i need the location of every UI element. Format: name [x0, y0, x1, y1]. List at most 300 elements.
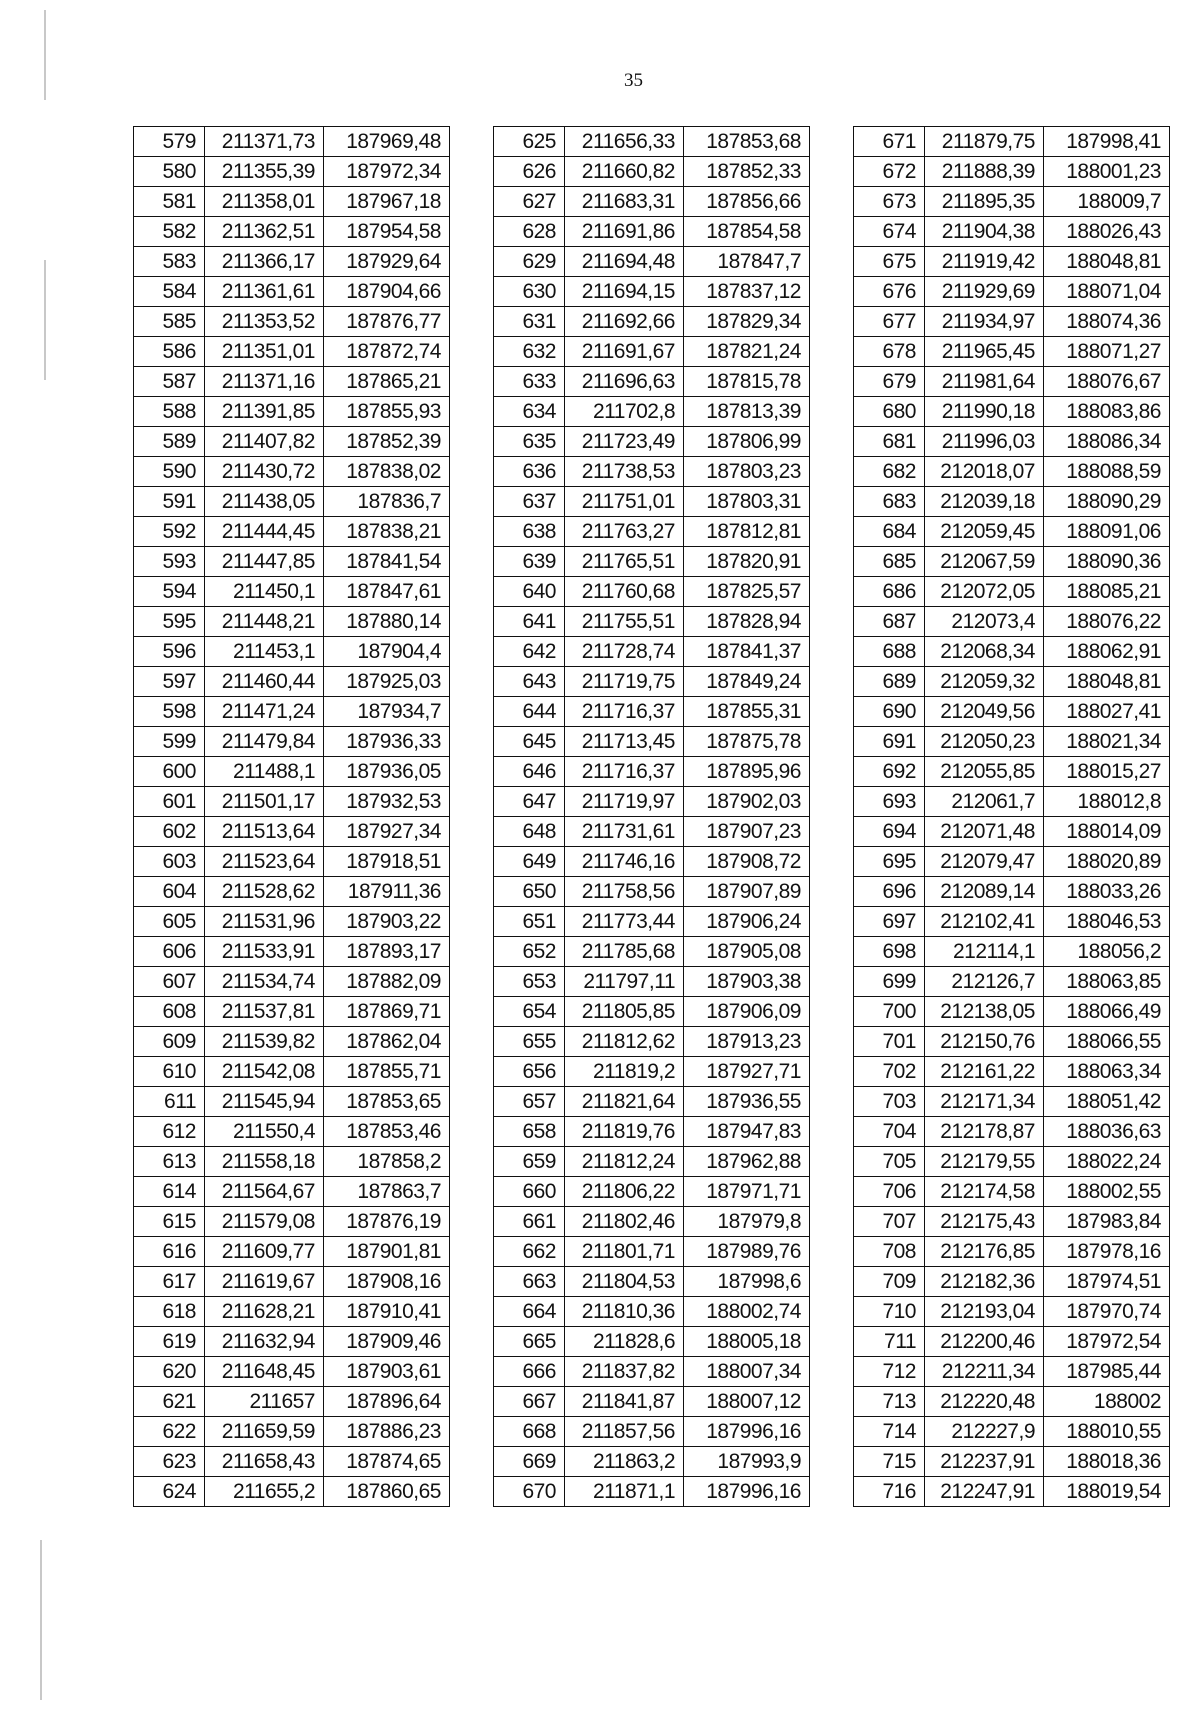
coordinate-y-cell: 187998,6 — [684, 1267, 810, 1297]
table-row — [494, 607, 810, 637]
coordinate-x-cell: 211353,52 — [205, 307, 324, 337]
table-row — [854, 577, 1170, 607]
table-row — [134, 967, 450, 997]
table-row — [134, 307, 450, 337]
coordinate-y-cell: 188063,34 — [1044, 1057, 1170, 1087]
table-row — [854, 997, 1170, 1027]
table-row — [134, 697, 450, 727]
scan-edge-mark — [44, 260, 46, 380]
table-row — [854, 697, 1170, 727]
point-number-cell: 687 — [854, 607, 925, 637]
coordinate-y-cell: 187836,7 — [324, 487, 450, 517]
coordinate-y-cell: 187854,58 — [684, 217, 810, 247]
coordinate-y-cell: 187906,09 — [684, 997, 810, 1027]
table-row — [854, 337, 1170, 367]
coordinate-y-cell: 187829,34 — [684, 307, 810, 337]
table-row — [494, 787, 810, 817]
table-row — [494, 517, 810, 547]
coordinate-y-cell: 188063,85 — [1044, 967, 1170, 997]
table-row — [494, 667, 810, 697]
table-row — [854, 487, 1170, 517]
coordinate-x-cell: 212227,9 — [925, 1417, 1044, 1447]
coordinate-y-cell: 188088,59 — [1044, 457, 1170, 487]
point-number-cell: 608 — [134, 997, 205, 1027]
coordinate-x-cell: 211658,43 — [205, 1447, 324, 1477]
point-number-cell: 617 — [134, 1267, 205, 1297]
coordinate-y-cell: 188015,27 — [1044, 757, 1170, 787]
table-row — [134, 547, 450, 577]
point-number-cell: 631 — [494, 307, 565, 337]
coordinate-x-cell: 211696,63 — [565, 367, 684, 397]
table-row — [854, 1447, 1170, 1477]
coordinate-y-cell: 187918,51 — [324, 847, 450, 877]
coordinate-y-cell: 188018,36 — [1044, 1447, 1170, 1477]
coordinate-x-cell: 212171,34 — [925, 1087, 1044, 1117]
coordinate-y-cell: 187927,71 — [684, 1057, 810, 1087]
page-number: 35 — [624, 70, 643, 91]
point-number-cell: 587 — [134, 367, 205, 397]
coordinate-x-cell: 211773,44 — [565, 907, 684, 937]
table-row — [494, 997, 810, 1027]
coordinate-x-cell: 212089,14 — [925, 877, 1044, 907]
table-row — [854, 847, 1170, 877]
table-row — [494, 247, 810, 277]
coordinate-x-cell: 212126,7 — [925, 967, 1044, 997]
coordinate-x-cell: 211812,24 — [565, 1147, 684, 1177]
coordinate-x-cell: 211366,17 — [205, 247, 324, 277]
coordinate-x-cell: 211691,67 — [565, 337, 684, 367]
table-row — [494, 127, 810, 157]
table-row — [134, 367, 450, 397]
table-row — [854, 127, 1170, 157]
table-row — [494, 1477, 810, 1507]
coordinate-y-cell: 187998,41 — [1044, 127, 1170, 157]
point-number-cell: 629 — [494, 247, 565, 277]
point-number-cell: 658 — [494, 1117, 565, 1147]
coordinate-y-cell: 187929,64 — [324, 247, 450, 277]
coordinate-y-cell: 187821,24 — [684, 337, 810, 367]
coordinate-x-cell: 211371,16 — [205, 367, 324, 397]
coordinate-y-cell: 187910,41 — [324, 1297, 450, 1327]
point-number-cell: 625 — [494, 127, 565, 157]
coordinate-x-cell: 211965,45 — [925, 337, 1044, 367]
table-row — [854, 457, 1170, 487]
coordinate-x-cell: 212220,48 — [925, 1387, 1044, 1417]
point-number-cell: 588 — [134, 397, 205, 427]
coordinate-y-cell: 188090,29 — [1044, 487, 1170, 517]
table-row — [854, 727, 1170, 757]
point-number-cell: 680 — [854, 397, 925, 427]
table-row — [134, 847, 450, 877]
point-number-cell: 581 — [134, 187, 205, 217]
coordinate-x-cell: 211719,97 — [565, 787, 684, 817]
coordinate-y-cell: 187906,24 — [684, 907, 810, 937]
point-number-cell: 620 — [134, 1357, 205, 1387]
point-number-cell: 657 — [494, 1087, 565, 1117]
coordinate-x-cell: 212114,1 — [925, 937, 1044, 967]
coordinate-x-cell: 211619,67 — [205, 1267, 324, 1297]
table-row — [494, 1207, 810, 1237]
table-row — [134, 1297, 450, 1327]
coordinate-x-cell: 211450,1 — [205, 577, 324, 607]
coordinate-y-cell: 187855,93 — [324, 397, 450, 427]
point-number-cell: 611 — [134, 1087, 205, 1117]
point-number-cell: 616 — [134, 1237, 205, 1267]
coordinate-x-cell: 212175,43 — [925, 1207, 1044, 1237]
table-row — [134, 127, 450, 157]
coordinate-y-cell: 187985,44 — [1044, 1357, 1170, 1387]
coordinate-y-cell: 187962,88 — [684, 1147, 810, 1177]
point-number-cell: 652 — [494, 937, 565, 967]
point-number-cell: 691 — [854, 727, 925, 757]
point-number-cell: 639 — [494, 547, 565, 577]
coordinate-x-cell: 211888,39 — [925, 157, 1044, 187]
table-row — [854, 937, 1170, 967]
coordinate-y-cell: 187882,09 — [324, 967, 450, 997]
coordinate-x-cell: 211479,84 — [205, 727, 324, 757]
coordinate-y-cell: 188083,86 — [1044, 397, 1170, 427]
coordinate-y-cell: 187828,94 — [684, 607, 810, 637]
coordinate-y-cell: 188002 — [1044, 1387, 1170, 1417]
point-number-cell: 579 — [134, 127, 205, 157]
coordinate-x-cell: 211448,21 — [205, 607, 324, 637]
table-row — [854, 1267, 1170, 1297]
coordinate-y-cell: 188085,21 — [1044, 577, 1170, 607]
coordinate-y-cell: 187855,71 — [324, 1057, 450, 1087]
coordinate-x-cell: 212247,91 — [925, 1477, 1044, 1507]
table-row — [134, 517, 450, 547]
coordinate-y-cell: 188012,8 — [1044, 787, 1170, 817]
coordinate-y-cell: 188091,06 — [1044, 517, 1170, 547]
coordinate-y-cell: 187852,33 — [684, 157, 810, 187]
point-number-cell: 651 — [494, 907, 565, 937]
table-row — [854, 1057, 1170, 1087]
coordinate-x-cell: 211716,37 — [565, 757, 684, 787]
coordinate-table-2 — [493, 126, 810, 1507]
coordinate-x-cell: 212061,7 — [925, 787, 1044, 817]
coordinate-x-cell: 211713,45 — [565, 727, 684, 757]
coordinate-x-cell: 211981,64 — [925, 367, 1044, 397]
coordinate-x-cell: 212055,85 — [925, 757, 1044, 787]
point-number-cell: 654 — [494, 997, 565, 1027]
coordinate-y-cell: 187996,16 — [684, 1417, 810, 1447]
coordinate-y-cell: 188007,34 — [684, 1357, 810, 1387]
coordinate-x-cell: 212068,34 — [925, 637, 1044, 667]
point-number-cell: 664 — [494, 1297, 565, 1327]
coordinate-x-cell: 212193,04 — [925, 1297, 1044, 1327]
point-number-cell: 641 — [494, 607, 565, 637]
point-number-cell: 679 — [854, 367, 925, 397]
coordinate-x-cell: 211539,82 — [205, 1027, 324, 1057]
coordinate-y-cell: 187876,19 — [324, 1207, 450, 1237]
point-number-cell: 710 — [854, 1297, 925, 1327]
table-row — [134, 577, 450, 607]
coordinate-y-cell: 187838,21 — [324, 517, 450, 547]
coordinate-x-cell: 211738,53 — [565, 457, 684, 487]
coordinate-y-cell: 187852,39 — [324, 427, 450, 457]
coordinate-x-cell: 211545,94 — [205, 1087, 324, 1117]
point-number-cell: 623 — [134, 1447, 205, 1477]
coordinate-x-cell: 211362,51 — [205, 217, 324, 247]
coordinate-y-cell: 188033,26 — [1044, 877, 1170, 907]
table-row — [494, 1087, 810, 1117]
coordinate-y-cell: 187903,38 — [684, 967, 810, 997]
coordinate-y-cell: 187837,12 — [684, 277, 810, 307]
point-number-cell: 632 — [494, 337, 565, 367]
point-number-cell: 626 — [494, 157, 565, 187]
coordinate-x-cell: 211719,75 — [565, 667, 684, 697]
table-row — [134, 997, 450, 1027]
coordinate-x-cell: 211579,08 — [205, 1207, 324, 1237]
table-row — [494, 1357, 810, 1387]
coordinate-y-cell: 187841,54 — [324, 547, 450, 577]
table-row — [854, 877, 1170, 907]
coordinate-table-3 — [853, 126, 1170, 1507]
point-number-cell: 707 — [854, 1207, 925, 1237]
coordinate-y-cell: 188066,55 — [1044, 1027, 1170, 1057]
table-row — [854, 1027, 1170, 1057]
point-number-cell: 670 — [494, 1477, 565, 1507]
table-row — [494, 577, 810, 607]
point-number-cell: 663 — [494, 1267, 565, 1297]
table-row — [854, 1327, 1170, 1357]
coordinate-x-cell: 211628,21 — [205, 1297, 324, 1327]
point-number-cell: 600 — [134, 757, 205, 787]
point-number-cell: 674 — [854, 217, 925, 247]
coordinate-y-cell: 187932,53 — [324, 787, 450, 817]
coordinate-y-cell: 187978,16 — [1044, 1237, 1170, 1267]
table-row — [134, 157, 450, 187]
coordinate-y-cell: 187913,23 — [684, 1027, 810, 1057]
table-row — [134, 667, 450, 697]
coordinate-y-cell: 187853,65 — [324, 1087, 450, 1117]
table-row — [134, 337, 450, 367]
table-row — [854, 1477, 1170, 1507]
table-row — [134, 727, 450, 757]
coordinate-y-cell: 187874,65 — [324, 1447, 450, 1477]
coordinate-y-cell: 187901,81 — [324, 1237, 450, 1267]
table-row — [134, 1027, 450, 1057]
coordinate-y-cell: 187853,46 — [324, 1117, 450, 1147]
point-number-cell: 592 — [134, 517, 205, 547]
coordinate-x-cell: 211728,74 — [565, 637, 684, 667]
coordinate-x-cell: 212049,56 — [925, 697, 1044, 727]
point-number-cell: 662 — [494, 1237, 565, 1267]
table-row — [494, 1237, 810, 1267]
coordinate-y-cell: 188007,12 — [684, 1387, 810, 1417]
point-number-cell: 704 — [854, 1117, 925, 1147]
coordinate-x-cell: 211801,71 — [565, 1237, 684, 1267]
coordinate-y-cell: 187865,21 — [324, 367, 450, 397]
coordinate-x-cell: 211358,01 — [205, 187, 324, 217]
table-row — [494, 427, 810, 457]
coordinate-y-cell: 187974,51 — [1044, 1267, 1170, 1297]
coordinate-x-cell: 211934,97 — [925, 307, 1044, 337]
coordinate-y-cell: 187967,18 — [324, 187, 450, 217]
coordinate-y-cell: 187849,24 — [684, 667, 810, 697]
point-number-cell: 594 — [134, 577, 205, 607]
coordinate-y-cell: 187936,05 — [324, 757, 450, 787]
table-row — [854, 1087, 1170, 1117]
table-row — [854, 1387, 1170, 1417]
coordinate-y-cell: 187972,54 — [1044, 1327, 1170, 1357]
coordinate-x-cell: 212138,05 — [925, 997, 1044, 1027]
coordinate-y-cell: 187895,96 — [684, 757, 810, 787]
table-row — [134, 937, 450, 967]
coordinate-x-cell: 211763,27 — [565, 517, 684, 547]
coordinate-x-cell: 211453,1 — [205, 637, 324, 667]
coordinate-x-cell: 211528,62 — [205, 877, 324, 907]
coordinate-x-cell: 211765,51 — [565, 547, 684, 577]
table-row — [494, 877, 810, 907]
coordinate-x-cell: 211683,31 — [565, 187, 684, 217]
table-row — [134, 1447, 450, 1477]
coordinate-y-cell: 187838,02 — [324, 457, 450, 487]
table-row — [854, 517, 1170, 547]
table-row — [134, 187, 450, 217]
point-number-cell: 618 — [134, 1297, 205, 1327]
table-row — [134, 277, 450, 307]
coordinate-y-cell: 188046,53 — [1044, 907, 1170, 937]
coordinate-y-cell: 187863,7 — [324, 1177, 450, 1207]
coordinate-x-cell: 212018,07 — [925, 457, 1044, 487]
table-row — [134, 1207, 450, 1237]
point-number-cell: 584 — [134, 277, 205, 307]
table-row — [854, 817, 1170, 847]
coordinate-y-cell: 188048,81 — [1044, 667, 1170, 697]
table-row — [854, 607, 1170, 637]
table-row — [494, 637, 810, 667]
coordinate-x-cell: 212059,45 — [925, 517, 1044, 547]
table-row — [494, 337, 810, 367]
point-number-cell: 609 — [134, 1027, 205, 1057]
table-row — [854, 1237, 1170, 1267]
coordinate-x-cell: 211355,39 — [205, 157, 324, 187]
coordinate-y-cell: 188071,27 — [1044, 337, 1170, 367]
table-row — [134, 1147, 450, 1177]
coordinate-y-cell: 188048,81 — [1044, 247, 1170, 277]
coordinate-y-cell: 187970,74 — [1044, 1297, 1170, 1327]
point-number-cell: 603 — [134, 847, 205, 877]
coordinate-y-cell: 187903,22 — [324, 907, 450, 937]
coordinate-y-cell: 187876,77 — [324, 307, 450, 337]
table-row — [134, 1327, 450, 1357]
coordinate-y-cell: 187858,2 — [324, 1147, 450, 1177]
coordinate-x-cell: 211660,82 — [565, 157, 684, 187]
coordinate-x-cell: 211990,18 — [925, 397, 1044, 427]
point-number-cell: 712 — [854, 1357, 925, 1387]
table-row — [854, 427, 1170, 457]
table-row — [494, 757, 810, 787]
table-row — [134, 397, 450, 427]
coordinate-x-cell: 211857,56 — [565, 1417, 684, 1447]
point-number-cell: 615 — [134, 1207, 205, 1237]
coordinate-y-cell: 187907,23 — [684, 817, 810, 847]
coordinate-x-cell: 211760,68 — [565, 577, 684, 607]
coordinate-x-cell: 212072,05 — [925, 577, 1044, 607]
coordinate-y-cell: 187908,16 — [324, 1267, 450, 1297]
coordinate-x-cell: 211802,46 — [565, 1207, 684, 1237]
point-number-cell: 638 — [494, 517, 565, 547]
coordinate-x-cell: 211863,2 — [565, 1447, 684, 1477]
coordinate-y-cell: 187936,55 — [684, 1087, 810, 1117]
point-number-cell: 606 — [134, 937, 205, 967]
table-row — [134, 1417, 450, 1447]
coordinate-x-cell: 212071,48 — [925, 817, 1044, 847]
coordinate-y-cell: 187880,14 — [324, 607, 450, 637]
table-row — [494, 697, 810, 727]
coordinate-x-cell: 212161,22 — [925, 1057, 1044, 1087]
coordinate-x-cell: 211471,24 — [205, 697, 324, 727]
coordinate-x-cell: 211804,53 — [565, 1267, 684, 1297]
point-number-cell: 694 — [854, 817, 925, 847]
coordinate-x-cell: 211806,22 — [565, 1177, 684, 1207]
point-number-cell: 621 — [134, 1387, 205, 1417]
table-row — [494, 967, 810, 997]
table-row — [854, 367, 1170, 397]
table-row — [494, 847, 810, 877]
coordinate-y-cell: 187825,57 — [684, 577, 810, 607]
table-row — [494, 157, 810, 187]
coordinate-y-cell: 188056,2 — [1044, 937, 1170, 967]
point-number-cell: 701 — [854, 1027, 925, 1057]
coordinate-y-cell: 187947,83 — [684, 1117, 810, 1147]
coordinate-x-cell: 211513,64 — [205, 817, 324, 847]
coordinate-x-cell: 212237,91 — [925, 1447, 1044, 1477]
table-row — [854, 1207, 1170, 1237]
coordinate-y-cell: 187862,04 — [324, 1027, 450, 1057]
table-row — [494, 457, 810, 487]
table-row — [494, 1327, 810, 1357]
scan-edge-mark — [40, 1540, 42, 1700]
coordinate-x-cell: 211691,86 — [565, 217, 684, 247]
coordinate-x-cell: 212050,23 — [925, 727, 1044, 757]
table-row — [854, 547, 1170, 577]
coordinate-y-cell: 188051,42 — [1044, 1087, 1170, 1117]
table-row — [134, 787, 450, 817]
point-number-cell: 659 — [494, 1147, 565, 1177]
table-row — [494, 487, 810, 517]
coordinate-y-cell: 187936,33 — [324, 727, 450, 757]
coordinate-y-cell: 188001,23 — [1044, 157, 1170, 187]
table-row — [134, 1267, 450, 1297]
point-number-cell: 716 — [854, 1477, 925, 1507]
coordinate-y-cell: 187812,81 — [684, 517, 810, 547]
table-row — [134, 907, 450, 937]
coordinate-y-cell: 187954,58 — [324, 217, 450, 247]
point-number-cell: 683 — [854, 487, 925, 517]
point-number-cell: 644 — [494, 697, 565, 727]
point-number-cell: 695 — [854, 847, 925, 877]
coordinate-x-cell: 211533,91 — [205, 937, 324, 967]
point-number-cell: 661 — [494, 1207, 565, 1237]
point-number-cell: 607 — [134, 967, 205, 997]
coordinate-y-cell: 188074,36 — [1044, 307, 1170, 337]
coordinate-y-cell: 187847,61 — [324, 577, 450, 607]
coordinate-y-cell: 187934,7 — [324, 697, 450, 727]
point-number-cell: 647 — [494, 787, 565, 817]
table-row — [134, 1387, 450, 1417]
point-number-cell: 619 — [134, 1327, 205, 1357]
point-number-cell: 593 — [134, 547, 205, 577]
point-number-cell: 645 — [494, 727, 565, 757]
coordinate-table-1 — [133, 126, 450, 1507]
table-row — [494, 1297, 810, 1327]
coordinate-x-cell: 211805,85 — [565, 997, 684, 1027]
coordinate-y-cell: 187972,34 — [324, 157, 450, 187]
table-row — [494, 547, 810, 577]
table-row — [494, 1417, 810, 1447]
